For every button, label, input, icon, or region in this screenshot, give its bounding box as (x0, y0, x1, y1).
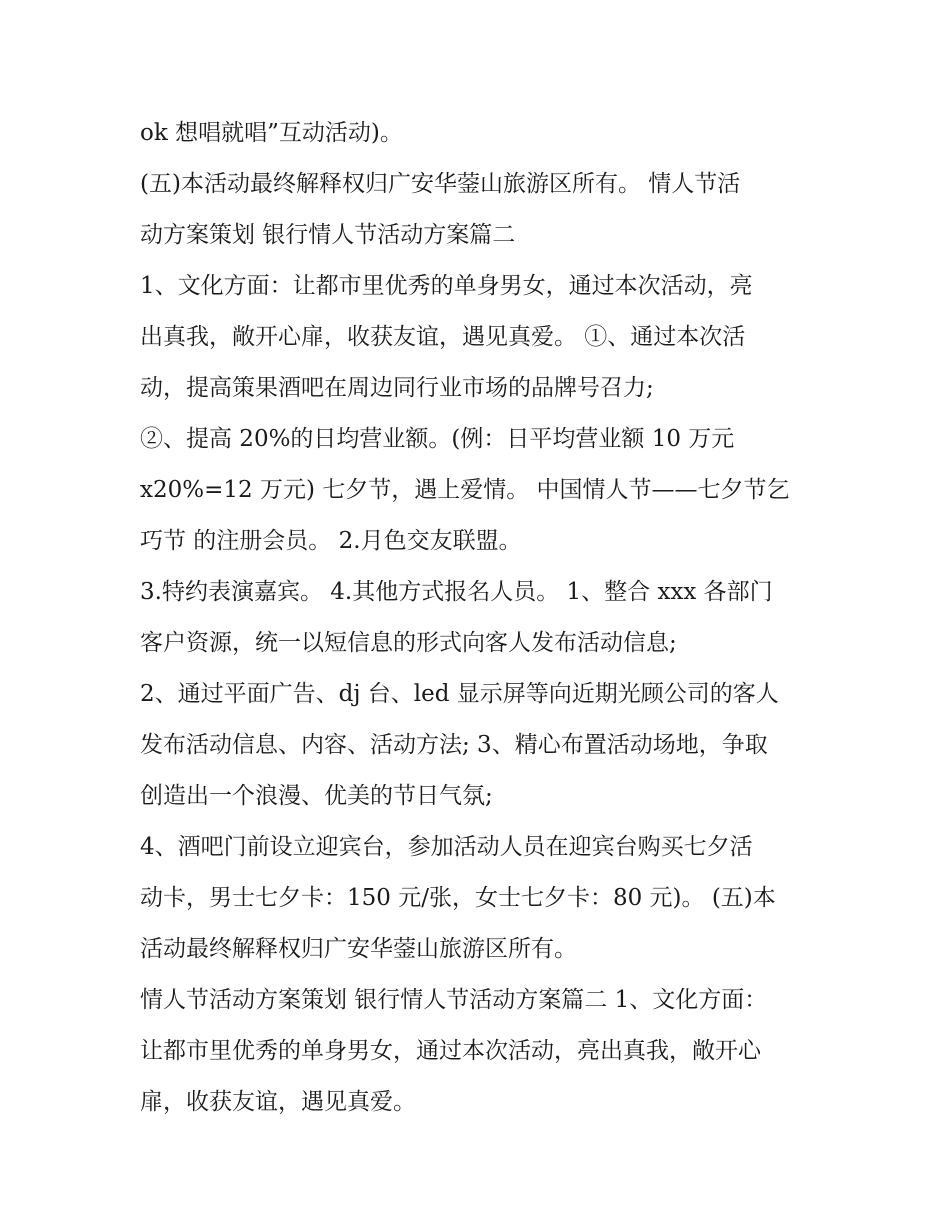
text-line: 创造出一个浪漫、优美的节日气氛; (140, 783, 493, 809)
paragraph-6 (140, 669, 820, 822)
text-line: 扉，收获友谊，遇见真爱。 (140, 1089, 416, 1115)
paragraph-3 (140, 261, 820, 414)
paragraph-8 (140, 975, 820, 1128)
text-line: 发布活动信息、内容、活动方法; 3、精心布置活动场地，争取 (140, 732, 768, 758)
text-line: 巧节 的注册会员。 2.月色交友联盟。 (140, 528, 522, 554)
text-line: 动，提高策果酒吧在周边同行业市场的品牌号召力; (140, 375, 654, 401)
paragraph-2 (140, 159, 820, 261)
paragraph-5 (140, 567, 820, 669)
text-line: 出真我，敞开心扉，收获友谊，遇见真爱。 ①、通过本次活 (140, 324, 746, 350)
document-body (140, 108, 820, 1128)
text-line: 客户资源，统一以短信息的形式向客人发布活动信息; (140, 630, 677, 656)
paragraph-1 (140, 108, 820, 159)
text-line: 4、酒吧门前设立迎宾台，参加活动人员在迎宾台购买七夕活 (140, 834, 753, 860)
paragraph-4 (140, 414, 820, 567)
text-line: x20%=12 万元) 七夕节，遇上爱情。 中国情人节——七夕节乞 (140, 477, 790, 503)
paragraph-7 (140, 822, 820, 975)
text-line: 3.特约表演嘉宾。 4.其他方式报名人员。 1、整合 xxx 各部门 (140, 579, 773, 605)
text-line: 动卡，男士七夕卡：150 元/张，女士七夕卡：80 元)。 (五)本 (140, 885, 776, 911)
text-line: 动方案策划 银行情人节活动方案篇二 (140, 222, 516, 248)
text-line: (五)本活动最终解释权归广安华蓥山旅游区所有。 情人节活 (140, 171, 741, 197)
text-line: 让都市里优秀的单身男女，通过本次活动，亮出真我，敞开心 (140, 1038, 761, 1064)
text-line: ②、提高 20%的日均营业额。(例：日平均营业额 10 万元 (140, 426, 735, 452)
text-line: 1、文化方面：让都市里优秀的单身男女，通过本次活动，亮 (140, 273, 753, 299)
text-line: 2、通过平面广告、dj 台、led 显示屏等向近期光顾公司的客人 (140, 681, 779, 707)
text-line: ok 想唱就唱”互动活动)。 (140, 120, 403, 146)
text-line: 活动最终解释权归广安华蓥山旅游区所有。 (140, 936, 577, 962)
text-line: 情人节活动方案策划 银行情人节活动方案篇二 1、文化方面： (140, 987, 768, 1013)
